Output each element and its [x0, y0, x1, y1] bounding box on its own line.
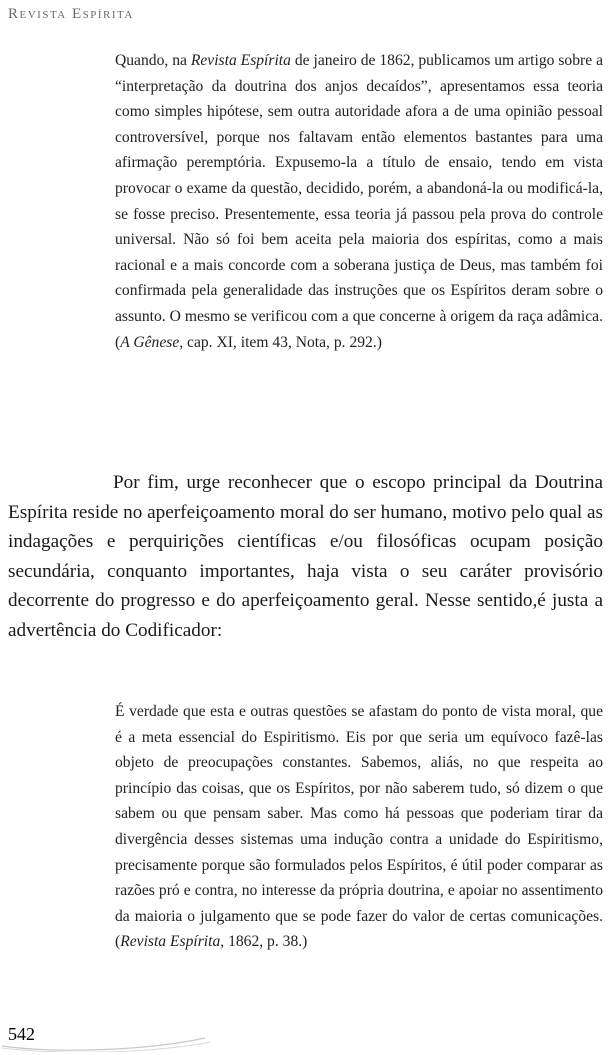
quote2-text-1: É verdade que esta e outras questões se afastam do ponto de vista moral, que é a meta essencial do Espiritismo. Eis por que seria um equívoco fazê-las objeto de preocupações constantes. Sabemos, aliás, no que respeita ao princípio das coisas, que os Espíritos, por não saberem tudo, só dizem o que sabem ou que pensam saber. Mas como há pessoas que poderiam tirar da divergência desses sistemas uma indução contra a unidade do Espiritismo, precisamente porque são formulados pelos Espíritos, é útil poder comparar as razões pró e contra, no interesse da própria doutrina, e apoiar no assentimento da maioria o julgamento que se pode fazer do valor de certas comunicações. (	[115, 703, 603, 951]
quote1-text-3: , cap. XI, item 43, Nota, p. 292.)	[179, 333, 382, 351]
block-quote-2	[115, 699, 603, 955]
block-quote-1	[115, 48, 603, 355]
body-paragraph-text: Por fim, urge reconhecer que o escopo principal da Doutrina Espírita reside no aperfeiçoamento moral do ser humano, motivo pelo qual as indagações e perquirições científicas e/ou filosóficas ocupam posição secundária, conquanto importantes, haja vista o seu caráter provisório decorrente do progresso e do aperfeiçoamento geral. Nesse sentido,é justa a advertência do Codificador:	[8, 472, 603, 641]
quote1-text-1: Quando, na	[115, 52, 191, 69]
page-number: 542	[8, 1024, 35, 1044]
quote1-italic-title-1: Revista Espírita	[190, 52, 291, 69]
quote1-text-2: de janeiro de 1862, publicamos um artigo sobre a “interpretação da doutrina dos anjos decaídos”, apresentamos essa teoria como simples hipótese, sem outra autoridade afora a de uma opinião pessoal controversível, porque nos faltavam então elementos bastantes para uma afirmação peremptória. Expusemo-la a título de ensaio, tendo em vista provocar o exame da questão, decidido, porém, a abandoná-la ou modificá-la, se fosse preciso. Presentemente, essa teoria já passou pela prova do controle universal. Não só foi bem aceita pela maioria dos espíritas, como a mais racional e a mais concorde com a soberana justiça de Deus, mas também foi confirmada pela generalidade das instruções que os Espíritos deram sobre o assunto. O mesmo se verificou com a que concerne à origem da raça adâmica. (	[115, 52, 603, 351]
body-paragraph	[8, 468, 603, 645]
quote2-italic-title: Revista Espírita	[120, 933, 221, 951]
quote1-italic-title-2: A Gênese	[120, 333, 180, 351]
running-header: Revista Espírita	[8, 6, 134, 22]
quote2-text-2: , 1862, p. 38.)	[220, 933, 308, 951]
